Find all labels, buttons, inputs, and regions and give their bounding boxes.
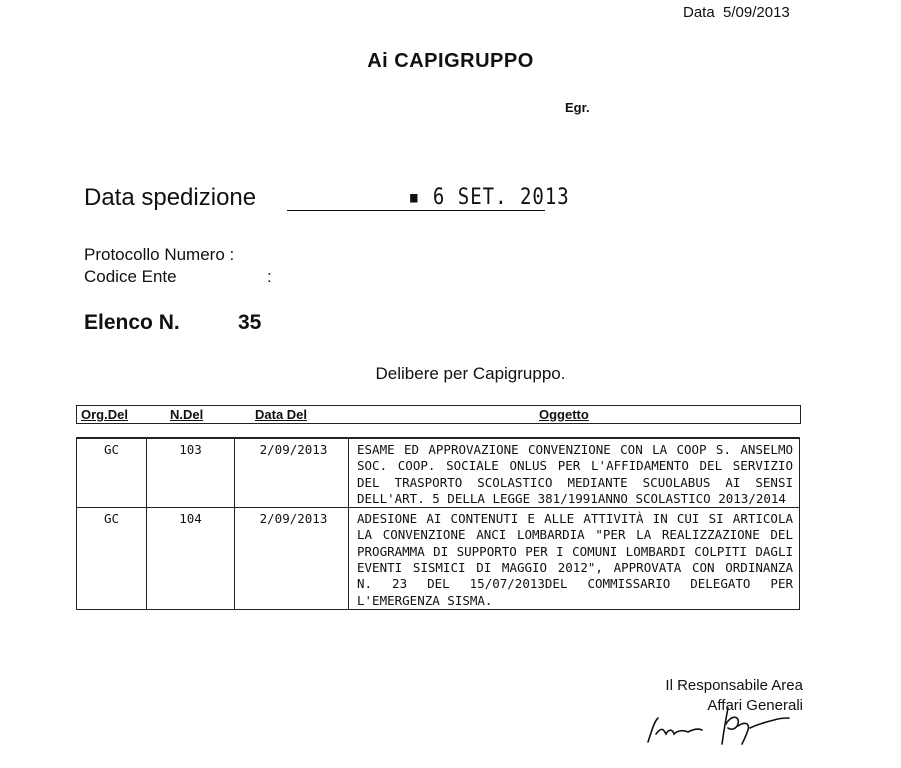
page-title: Ai CAPIGRUPPO [367,50,534,72]
spedizione-label: Data spedizione [84,184,257,211]
signature-icon [640,700,790,750]
document-date [683,4,790,21]
cell-org: GC [77,438,147,508]
col-data-del: Data Del [255,407,308,422]
protocollo-label: Protocollo Numero [84,245,225,264]
responsabile-line1: Il Responsabile Area [665,677,803,694]
cell-date: 2/09/2013 [235,438,349,508]
date-value: 5/09/2013 [723,4,790,21]
responsabile-line2: Affari Generali [707,697,803,714]
salutation: Egr. [565,100,590,115]
table-header [76,405,801,424]
table-row [77,438,800,508]
protocol-block: Protocollo Numero : Codice Ente : [84,245,272,286]
elenco-number: 35 [238,311,262,334]
stamp-value: 6 SET. 2013 [432,184,570,210]
table-row [77,508,800,610]
cell-oggetto: ESAME ED APPROVAZIONE CONVENZIONE CON LA COOP S. ANSELMO SOC. COOP. SOCIALE ONLUS PER L'AFFIDAMENTO DEL SERVIZIO DEL TRASPORTO SCOLASTICO MEDIANTE SCUOLABUS AI SENSI DELL'ART. 5 DELLA LEGGE 381/1991ANNO SCOLASTICO 2013/2014 [349,438,800,508]
col-oggetto: Oggetto [539,407,589,422]
spedizione-line [287,210,545,211]
cell-ndel: 103 [147,438,235,508]
elenco-label: Elenco N. [84,311,180,334]
list-subtitle: Delibere per Capigruppo. [375,364,566,383]
spedizione-stamp: ▪ 6 SET. 2013 [408,184,570,210]
cell-date: 2/09/2013 [235,508,349,610]
cell-org: GC [77,508,147,610]
cell-oggetto: ADESIONE AI CONTENUTI E ALLE ATTIVITÀ IN CUI SI ARTICOLA LA CONVENZIONE ANCI LOMBARDIA "PER LA REALIZZAZIONE DEL PROGRAMMA DI SUPPORTO PER I COMUNI LOMBARDI COLPITI DAGLI EVENTI SISMICI DI MAGGIO 2012", APPROVATA CON ORDINANZA N. 23 DEL 15/07/2013DEL COMMISSARIO DELEGATO PER L'EMERGENZA SISMA. [349,508,800,610]
col-n-del: N.Del [170,407,204,422]
date-label: Data [683,4,715,21]
codice-ente-label: Codice Ente [84,267,177,286]
delibere-table [76,437,800,610]
col-org-del: Org.Del [81,407,128,422]
cell-ndel: 104 [147,508,235,610]
